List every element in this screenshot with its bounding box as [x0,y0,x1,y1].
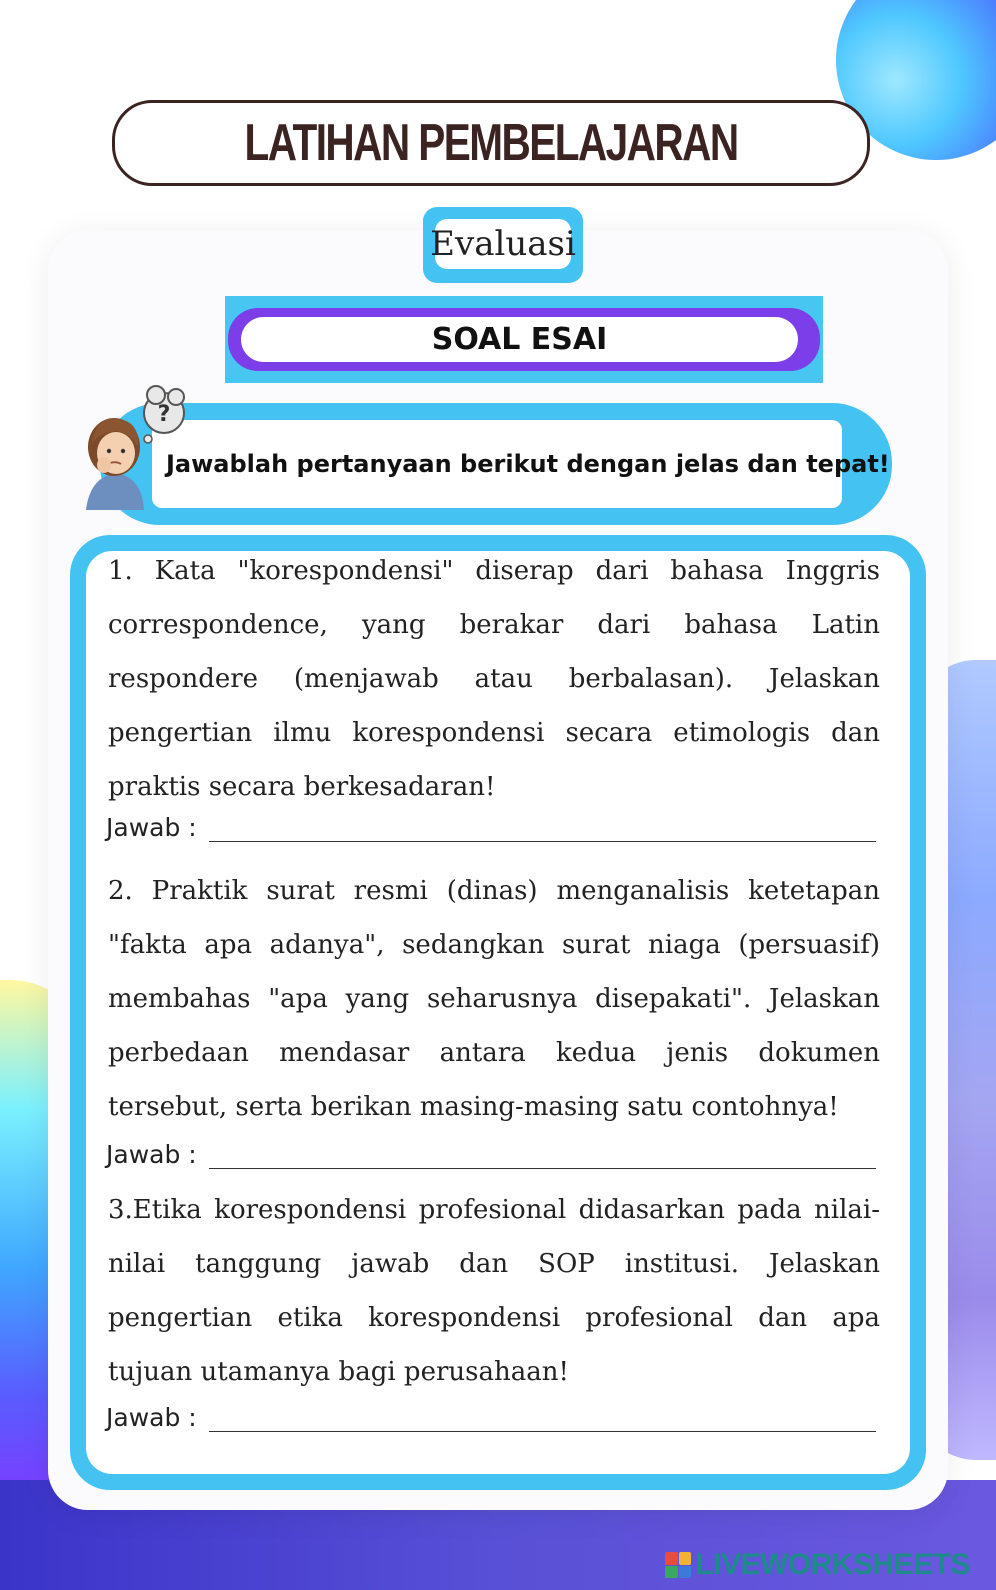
thinking-kid-illustration [76,385,196,510]
svg-text:?: ? [157,402,171,427]
answer-row-1 [106,808,876,842]
page-title: LATIHAN PEMBELAJARAN [244,114,738,172]
instruction-text: Jawablah pertanyaan berikut dengan jelas dan tepat! [152,420,842,508]
title-banner [112,100,870,186]
section-label: Evaluasi [435,219,571,269]
answer-label: Jawab : [106,1403,197,1432]
answer-row-2 [106,1135,876,1169]
section-badge [423,207,583,283]
answer-label: Jawab : [106,813,197,842]
liveworksheets-logo-icon [665,1552,691,1578]
answer-line-1[interactable] [209,813,876,842]
answer-label: Jawab : [106,1140,197,1169]
question-bubble-icon [144,386,184,443]
instruction-banner [100,403,892,525]
answer-line-2[interactable] [209,1140,876,1169]
subheader-banner [225,296,823,383]
answer-line-3[interactable] [209,1403,876,1432]
question-3: 3.Etika korespondensi profesional didasarkan pada nilai-nilai tanggung jawab dan SOP institusi. Jelaskan pengertian etika korespondensi profesional dan apa tujuan utamanya bagi perusahaan! [108,1195,880,1387]
question-2: 2. Praktik surat resmi (dinas) menganalisis ketetapan "fakta apa adanya", sedangkan surat niaga (persuasif) membahas "apa yang seharusnya disepakati". Jelaskan perbedaan mendasar antara kedua jenis dokumen tersebut, serta berikan masing-masing satu contohnya! [108,876,880,1122]
answer-row-3 [106,1398,876,1432]
watermark-text: LIVEWORKSHEETS [695,1548,970,1581]
liveworksheets-watermark [665,1548,970,1582]
subheader-frame [228,308,820,371]
subheader-label: SOAL ESAI [241,317,798,362]
question-1: 1. Kata "korespondensi" diserap dari bahasa Inggris correspondence, yang berakar dari bahasa Latin respondere (menjawab atau berbalasan). Jelaskan pengertian ilmu korespondensi secara etimologis dan praktis secara berkesadaran! [108,556,880,802]
